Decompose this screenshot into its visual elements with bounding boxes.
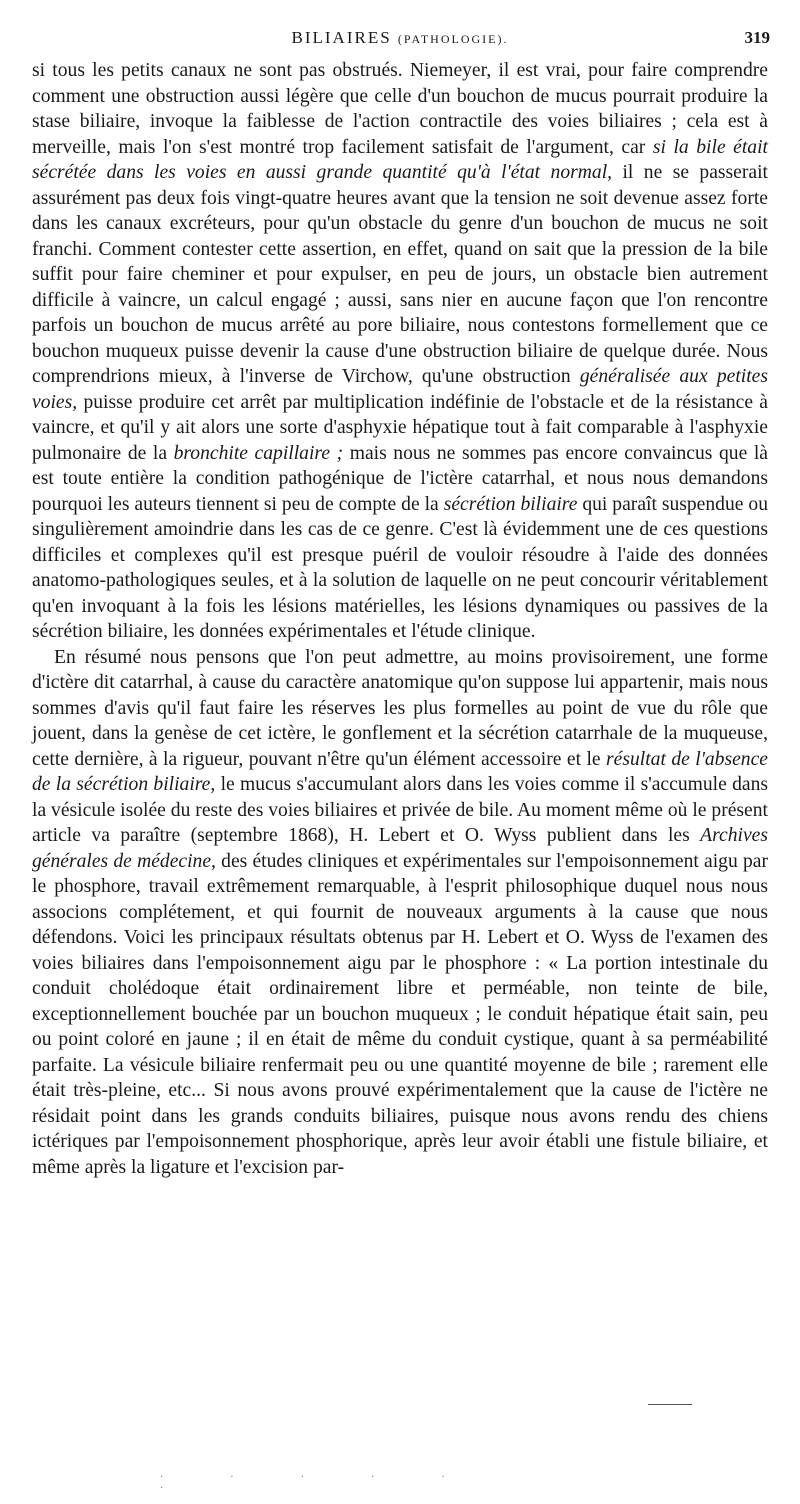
text-run: si tous les petits canaux ne sont pas obstrués. Niemeyer, il est vrai, pour faire comprendre comment une obstruction aussi légère que celle d'un bouchon de mucus pourrait produire la stase biliaire, invoque la faiblesse de l'action contractile des voies biliaires ; cela est à merveille, mais l'on s'est montré trop facilement satisfait de l'argument, car xyxy=(32,60,768,158)
italic-run: généralisée aux petites voies, xyxy=(32,366,768,413)
scan-specks: · · · · · · xyxy=(160,1472,477,1494)
page-header xyxy=(30,28,770,52)
running-head-subtitle: (PATHOLOGIE). xyxy=(397,32,509,46)
body-text xyxy=(32,58,768,1180)
text-run: mais nous ne sommes pas encore convaincus que là est toute entière la condition pathogénique de l'ictère catarrhal, et nous nous demandons pourquoi les auteurs tiennent si peu de compte de la xyxy=(32,442,768,515)
text-run: le mucus s'accumulant alors dans les voies comme il s'accumule dans la vésicule isolée du reste des voies biliaires et privée de bile. Au moment même où le présent article va paraître (septembre 1868), H. Lebert et O. Wyss publient dans les xyxy=(32,774,768,846)
paragraph-1 xyxy=(32,58,768,645)
running-head xyxy=(30,28,770,48)
footer-rule xyxy=(648,1404,692,1405)
running-head-title: BILIAIRES xyxy=(291,28,392,47)
text-run: des études cliniques et expérimentales sur l'empoisonnement aigu par le phosphore, travail extrêmement remarquable, à l'esprit philosophique duquel nous nous associons complétement, et qui fournit de nouveaux arguments à la cause que nous défendons. Voici les principaux résultats obtenus par H. Lebert et O. Wyss de l'examen des voies biliaires dans l'empoisonnement aigu par le phosphore : « La portion intestinale du conduit cholédoque était ordinairement libre et perméable, non teinte de bile, exceptionnellement bouchée par un bouchon muqueux ; le conduit hépatique était sain, peu ou point coloré en jaune ; il en était de même du conduit cystique, quant à sa perméabilité parfaite. La vésicule biliaire renfermait peu ou une quantité moyenne de bile ; rarement elle était très-pleine, etc... Si nous avons prouvé expérimentalement que la cause de l'ictère ne résidait point dans les grands conduits biliaires, puisque nous avons rendu des chiens ictériques par l'empoisonnement phosphorique, après leur avoir établi une fistule biliaire, et même après la ligature et l'excision par- xyxy=(32,850,768,1178)
italic-run: sécrétion biliaire xyxy=(443,493,578,515)
italic-run: bronchite capillaire ; xyxy=(173,442,344,464)
paragraph-2 xyxy=(32,645,768,1181)
italic-run: résultat de l'absence de la sécrétion biliaire, xyxy=(32,748,768,795)
text-run: qui paraît suspendue ou singulièrement amoindrie dans les cas de ce genre. C'est là évidemment une de ces questions difficiles et complexes qu'il est presque puéril de vouloir résoudre à l'aide des données anatomo-pathologiques seules, et à la solution de laquelle on ne peut concourir véritablement qu'en invoquant à la fois les lésions matérielles, les lésions dynamiques ou passives de la sécrétion biliaire, les données expérimentales et l'étude clinique. xyxy=(32,493,768,642)
italic-run: si la bile était sécrétée dans les voies en aussi grande quantité qu'à l'état normal, xyxy=(32,136,768,183)
italic-run: Archives générales de médecine, xyxy=(32,825,768,872)
page-number: 319 xyxy=(744,28,770,47)
text-run: puisse produire cet arrêt par multiplication indéfinie de l'obstacle et de la résistance à vaincre, et qu'il y ait alors une sorte d'asphyxie hépatique tout à fait comparable à l'asphyxie pulmonaire de la xyxy=(32,391,768,464)
text-run: il ne se passerait assurément pas deux fois vingt-quatre heures avant que la tension ne soit devenue assez forte dans les canaux excréteurs, pour qu'un obstacle du genre d'un bouchon de mucus ne soit franchi. Comment contester cette assertion, en effet, quand on sait que la pression de la bile suffit pour faire cheminer et pour expulser, en peu de jours, un obstacle bien autrement difficile à vaincre, un calcul engagé ; aussi, sans nier en aucune façon que l'on rencontre parfois un bouchon de mucus arrêté au pore biliaire, nous contestons formellement que ce bouchon muqueux puisse devenir la cause d'une obstruction biliaire de quelque durée. Nous comprendrions mieux, à l'inverse de Virchow, qu'une obstruction xyxy=(32,162,768,387)
text-run: En résumé nous pensons que l'on peut admettre, au moins provisoirement, une forme d'ictère dit catarrhal, à cause du caractère anatomique qu'on suppose lui appartenir, mais nous sommes d'avis qu'il faut faire les réserves les plus formelles au point de vue du rôle que jouent, dans la genèse de cet ictère, le gonflement et la sécrétion catarrhale de la muqueuse, cette dernière, à la rigueur, pouvant n'être qu'un élément accessoire et le xyxy=(32,646,768,770)
